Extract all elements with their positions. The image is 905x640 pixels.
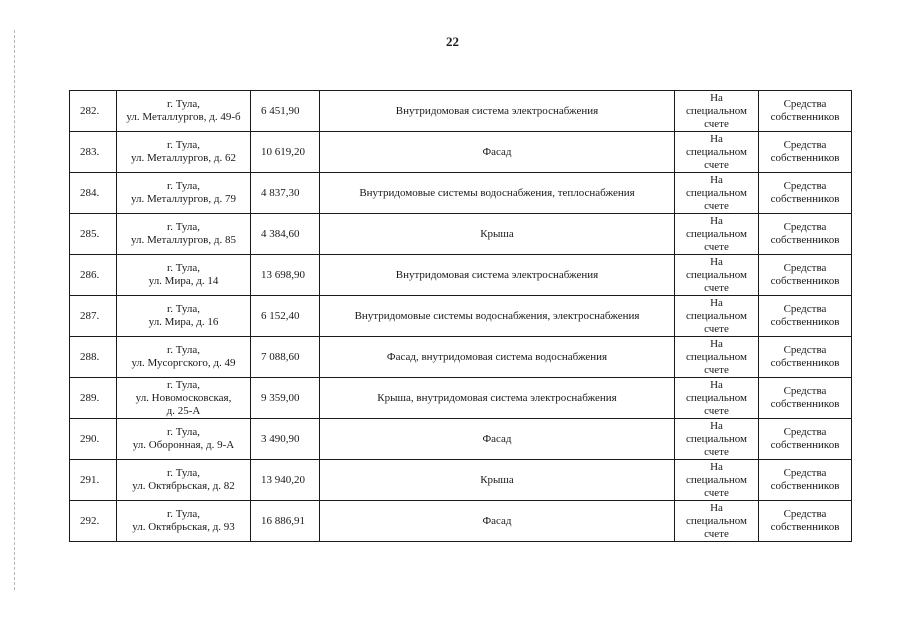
funding-line: собственников <box>770 193 840 205</box>
account-line: специальном <box>685 473 748 486</box>
row-number-cell: 289. <box>70 378 117 419</box>
works-cell: Внутридомовые системы водоснабжения, теплоснабжения <box>320 173 675 214</box>
works-cell: Крыша <box>320 460 675 501</box>
row-number-cell: 282. <box>70 91 117 132</box>
address-line: ул. Мусоргского, д. 49 <box>131 357 236 369</box>
address-cell <box>117 214 251 255</box>
address-line: ул. Оборонная, д. 9-А <box>132 439 235 451</box>
account-line: На <box>710 378 723 391</box>
account-line: счете <box>704 404 729 417</box>
funding-line: Средства <box>783 139 827 151</box>
account-cell <box>675 255 759 296</box>
table-row <box>70 501 852 542</box>
account-line: На <box>710 255 723 268</box>
account-cell <box>675 378 759 419</box>
works-cell: Внутридомовая система электроснабжения <box>320 255 675 296</box>
funding-source-cell <box>759 255 852 296</box>
account-line: счете <box>704 158 729 171</box>
funding-line: собственников <box>770 275 840 287</box>
funding-source-cell <box>759 214 852 255</box>
account-cell <box>675 501 759 542</box>
funding-line: Средства <box>783 262 827 274</box>
account-line: счете <box>704 486 729 499</box>
cost-cell: 6 451,90 <box>251 91 320 132</box>
account-line: На <box>710 419 723 432</box>
binding-edge-divider <box>14 30 15 590</box>
address-line: г. Тула, <box>166 378 201 391</box>
row-number-cell: 288. <box>70 337 117 378</box>
account-line: специальном <box>685 350 748 363</box>
cost-cell: 3 490,90 <box>251 419 320 460</box>
address-line: г. Тула, <box>166 180 201 192</box>
funding-line: Средства <box>783 303 827 315</box>
works-cell: Внутридомовые системы водоснабжения, электроснабжения <box>320 296 675 337</box>
table-row <box>70 173 852 214</box>
address-line: г. Тула, <box>166 221 201 233</box>
works-cell: Крыша, внутридомовая система электроснабжения <box>320 378 675 419</box>
address-line: ул. Новомосковская, <box>135 391 232 404</box>
account-cell <box>675 337 759 378</box>
address-cell <box>117 378 251 419</box>
funding-source-cell <box>759 337 852 378</box>
address-line: г. Тула, <box>166 508 201 520</box>
funding-line: Средства <box>783 467 827 479</box>
account-cell <box>675 91 759 132</box>
address-line: г. Тула, <box>166 139 201 151</box>
table-row <box>70 132 852 173</box>
account-cell <box>675 132 759 173</box>
address-line: д. 25-А <box>166 404 201 417</box>
funding-source-cell <box>759 91 852 132</box>
cost-cell: 13 698,90 <box>251 255 320 296</box>
address-line: ул. Октябрьская, д. 93 <box>132 521 235 533</box>
funding-line: Средства <box>783 180 827 192</box>
row-number-cell: 286. <box>70 255 117 296</box>
address-line: г. Тула, <box>166 303 201 315</box>
address-line: г. Тула, <box>166 467 201 479</box>
funding-line: собственников <box>770 111 840 123</box>
funding-source-cell <box>759 501 852 542</box>
funding-line: собственников <box>770 234 840 246</box>
account-line: счете <box>704 117 729 130</box>
funding-source-cell <box>759 378 852 419</box>
account-line: счете <box>704 527 729 540</box>
address-line: г. Тула, <box>166 426 201 438</box>
table-body <box>70 91 852 542</box>
address-cell <box>117 501 251 542</box>
account-line: На <box>710 460 723 473</box>
table-row <box>70 296 852 337</box>
address-line: г. Тула, <box>166 98 201 110</box>
account-line: На <box>710 132 723 145</box>
account-line: специальном <box>685 309 748 322</box>
address-cell <box>117 255 251 296</box>
address-cell <box>117 132 251 173</box>
works-cell: Фасад <box>320 501 675 542</box>
cost-cell: 13 940,20 <box>251 460 320 501</box>
account-line: На <box>710 91 723 104</box>
table-row <box>70 91 852 132</box>
cost-cell: 9 359,00 <box>251 378 320 419</box>
row-number-cell: 284. <box>70 173 117 214</box>
address-cell <box>117 91 251 132</box>
address-line: ул. Мира, д. 16 <box>148 316 219 328</box>
address-cell <box>117 296 251 337</box>
account-line: специальном <box>685 186 748 199</box>
funding-line: Средства <box>783 98 827 110</box>
address-line: ул. Металлургов, д. 62 <box>131 152 236 164</box>
cost-cell: 4 384,60 <box>251 214 320 255</box>
cost-cell: 16 886,91 <box>251 501 320 542</box>
account-cell <box>675 419 759 460</box>
account-line: специальном <box>685 432 748 445</box>
funding-line: собственников <box>770 357 840 369</box>
account-line: специальном <box>685 514 748 527</box>
works-cell: Фасад <box>320 419 675 460</box>
account-line: На <box>710 173 723 186</box>
address-line: ул. Мира, д. 14 <box>148 275 219 287</box>
table-row <box>70 378 852 419</box>
account-line: На <box>710 337 723 350</box>
funding-line: собственников <box>770 398 840 410</box>
works-cell: Фасад <box>320 132 675 173</box>
account-line: счете <box>704 363 729 376</box>
account-line: специальном <box>685 104 748 117</box>
funding-line: Средства <box>783 508 827 520</box>
funding-line: собственников <box>770 521 840 533</box>
row-number-cell: 283. <box>70 132 117 173</box>
address-cell <box>117 337 251 378</box>
row-number-cell: 291. <box>70 460 117 501</box>
account-line: счете <box>704 445 729 458</box>
funding-source-cell <box>759 460 852 501</box>
account-line: счете <box>704 322 729 335</box>
table-row <box>70 337 852 378</box>
funding-source-cell <box>759 173 852 214</box>
row-number-cell: 290. <box>70 419 117 460</box>
address-cell <box>117 460 251 501</box>
funding-source-cell <box>759 419 852 460</box>
address-line: ул. Октябрьская, д. 82 <box>132 480 235 492</box>
row-number-cell: 285. <box>70 214 117 255</box>
address-line: г. Тула, <box>166 344 201 356</box>
works-cell: Фасад, внутридомовая система водоснабжения <box>320 337 675 378</box>
page-number: 22 <box>446 34 459 49</box>
account-line: счете <box>704 240 729 253</box>
account-line: На <box>710 296 723 309</box>
address-line: ул. Металлургов, д. 79 <box>131 193 236 205</box>
cost-cell: 7 088,60 <box>251 337 320 378</box>
funding-line: Средства <box>783 385 827 397</box>
account-cell <box>675 460 759 501</box>
account-cell <box>675 296 759 337</box>
funding-line: собственников <box>770 480 840 492</box>
account-line: специальном <box>685 227 748 240</box>
cost-cell: 6 152,40 <box>251 296 320 337</box>
works-cell: Внутридомовая система электроснабжения <box>320 91 675 132</box>
address-line: ул. Металлургов, д. 49-б <box>126 111 241 123</box>
works-cell: Крыша <box>320 214 675 255</box>
row-number-cell: 292. <box>70 501 117 542</box>
funding-line: Средства <box>783 344 827 356</box>
account-line: счете <box>704 199 729 212</box>
address-line: г. Тула, <box>166 262 201 274</box>
table-row <box>70 255 852 296</box>
table-row <box>70 460 852 501</box>
funding-line: собственников <box>770 316 840 328</box>
row-number-cell: 287. <box>70 296 117 337</box>
address-cell <box>117 173 251 214</box>
funding-line: Средства <box>783 221 827 233</box>
funding-source-cell <box>759 296 852 337</box>
account-line: счете <box>704 281 729 294</box>
account-line: специальном <box>685 268 748 281</box>
cost-cell: 10 619,20 <box>251 132 320 173</box>
funding-line: Средства <box>783 426 827 438</box>
account-line: На <box>710 501 723 514</box>
address-line: ул. Металлургов, д. 85 <box>131 234 236 246</box>
funding-line: собственников <box>770 152 840 164</box>
address-cell <box>117 419 251 460</box>
account-line: специальном <box>685 391 748 404</box>
table-row <box>70 419 852 460</box>
repair-program-table <box>69 90 852 542</box>
funding-source-cell <box>759 132 852 173</box>
table-row <box>70 214 852 255</box>
funding-line: собственников <box>770 439 840 451</box>
account-cell <box>675 173 759 214</box>
account-line: специальном <box>685 145 748 158</box>
account-line: На <box>710 214 723 227</box>
cost-cell: 4 837,30 <box>251 173 320 214</box>
account-cell <box>675 214 759 255</box>
